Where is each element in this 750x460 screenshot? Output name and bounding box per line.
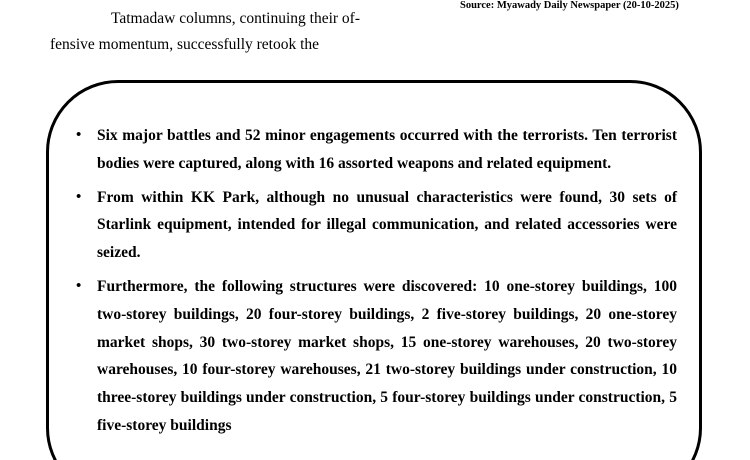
list-item bbox=[76, 273, 677, 440]
bullet-icon: • bbox=[76, 188, 82, 205]
bullet-list bbox=[76, 122, 677, 446]
bullet-icon: • bbox=[76, 127, 82, 143]
list-item bbox=[76, 184, 677, 267]
list-item-text: From within KK Park, although no unusual characteristics were found, 30 sets of Starlink equipment, intended for illegal communication, and related accessories were seized. bbox=[97, 188, 677, 262]
list-item bbox=[76, 122, 677, 178]
source-caption: Source: Myawady Daily Newspaper (20-10-2025) bbox=[460, 0, 679, 11]
list-item-text: Furthermore, the following structures were discovered: 10 one-storey buildings, 100 two-storey buildings, 20 four-storey buildings, 2 five-storey buildings, 20 one-storey market shops, 30 two-storey market shops, 15 one-storey warehouses, 20 two-storey warehouses, 10 four-storey warehouses, 21 two-storey buildings under construction, 10 three-storey buildings under construction, 5 four-storey buildings under construction, 5 five-storey buildings bbox=[97, 277, 677, 434]
intro-paragraph bbox=[50, 6, 360, 58]
bullet-icon: • bbox=[76, 277, 82, 294]
intro-line: fensive momentum, successfully retook the bbox=[50, 36, 320, 53]
intro-line: Tatmadaw columns, continuing their of- bbox=[110, 10, 360, 27]
list-item-text: Six major battles and 52 minor engagements occurred with the terrorists. Ten terrorist bodies were captured, along with 16 assorted weapons and related equipment. bbox=[97, 127, 677, 172]
